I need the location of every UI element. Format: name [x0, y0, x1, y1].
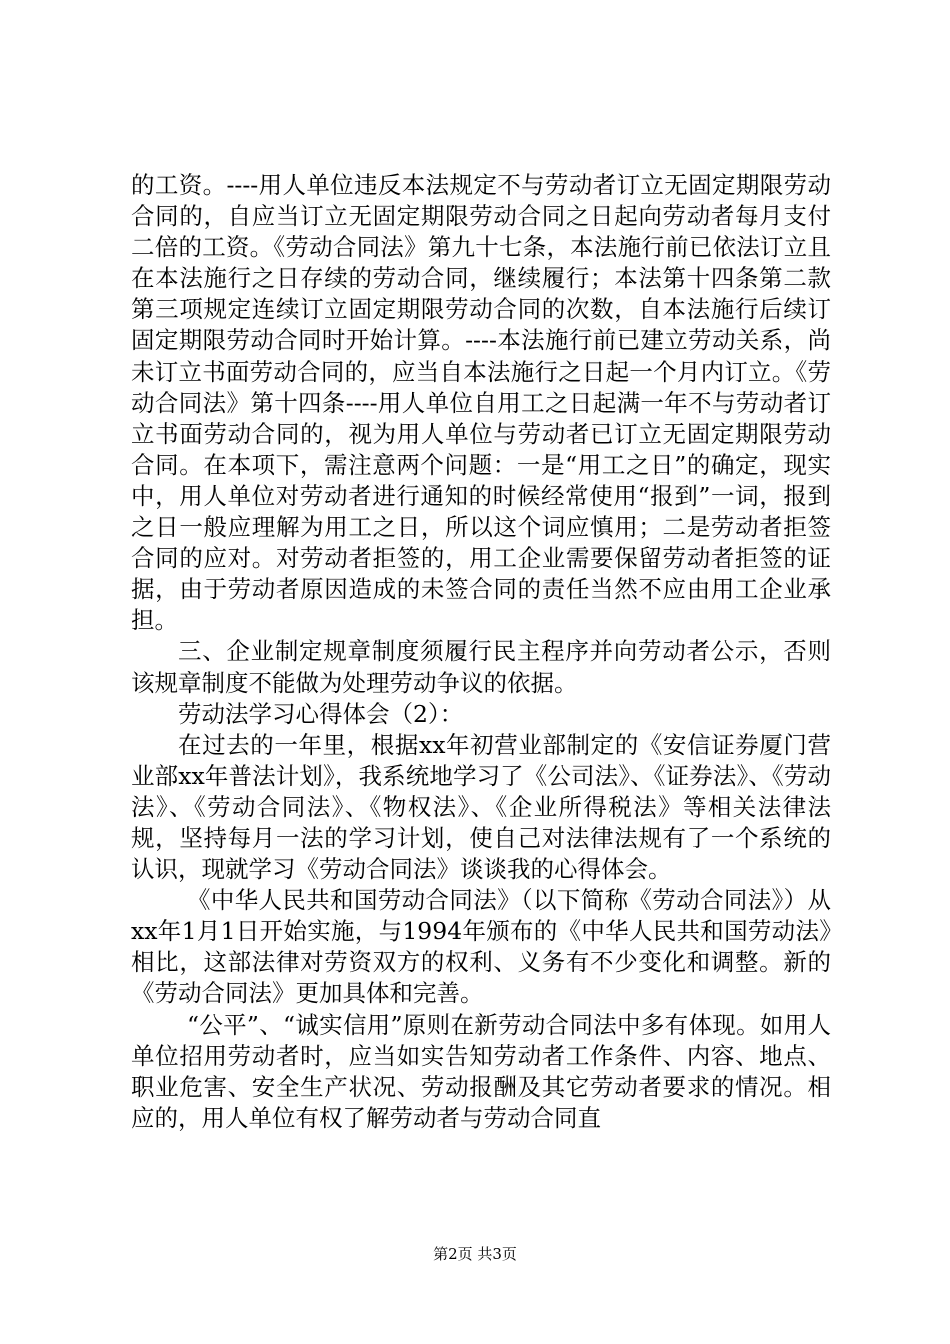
- document-body: [131, 170, 831, 1134]
- paragraph-section-three: 三、企业制定规章制度须履行民主程序并向劳动者公示，否则该规章制度不能做为处理劳动争议的依据。: [131, 637, 831, 697]
- page-footer: [0, 1244, 950, 1264]
- page-number: 第2页 共3页: [433, 1245, 517, 1263]
- paragraph-heading: 劳动法学习心得体会（2）：: [178, 699, 464, 728]
- paragraph-fairness: “公平”、“诚实信用”原则在新劳动合同法中多有体现。如用人单位招用劳动者时，应当如实告知劳动者工作条件、内容、地点、职业危害、安全生产状况、劳动报酬及其它劳动者要求的情况。相应的，用人单位有权了解劳动者与劳动合同直: [131, 1010, 831, 1132]
- paragraph-law-intro: 《中华人民共和国劳动合同法》（以下简称《劳动合同法》）从xx年1月1日开始实施，与1994年颁布的《中华人民共和国劳动法》相比，这部法律对劳资双方的权利、义务有不少变化和调整。新的《劳动合同法》更加具体和完善。: [131, 886, 831, 1008]
- paragraph-study-plan: 在过去的一年里，根据xx年初营业部制定的《安信证券厦门营业部xx年普法计划》，我系统地学习了《公司法》、《证券法》、《劳动法》、《劳动合同法》、《物权法》、《企业所得税法》等相关法律法规，坚持每月一法的学习计划，使自己对法律法规有了一个系统的认识，现就学习《劳动合同法》谈谈我的心得体会。: [131, 730, 831, 884]
- paragraph-continuation: 的工资。----用人单位违反本法规定不与劳动者订立无固定期限劳动合同的，自应当订立无固定期限劳动合同之日起向劳动者每月支付二倍的工资。《劳动合同法》第九十七条，本法施行前已依法订立且在本法施行之日存续的劳动合同，继续履行；本法第十四条第二款第三项规定连续订立固定期限劳动合同的次数，自本法施行后续订固定期限劳动合同时开始计算。----本法施行前已建立劳动关系，尚未订立书面劳动合同的，应当自本法施行之日起一个月内订立。《劳动合同法》第十四条----用人单位自用工之日起满一年不与劳动者订立书面劳动合同的，视为用人单位与劳动者已订立无固定期限劳动合同。在本项下，需注意两个问题：一是“用工之日”的确定，现实中，用人单位对劳动者进行通知的时候经常使用“报到”一词，报到之日一般应理解为用工之日，所以这个词应慎用；二是劳动者拒签合同的应对。对劳动者拒签的，用工企业需要保留劳动者拒签的证据，由于劳动者原因造成的未签合同的责任当然不应由用工企业承担。: [131, 171, 831, 635]
